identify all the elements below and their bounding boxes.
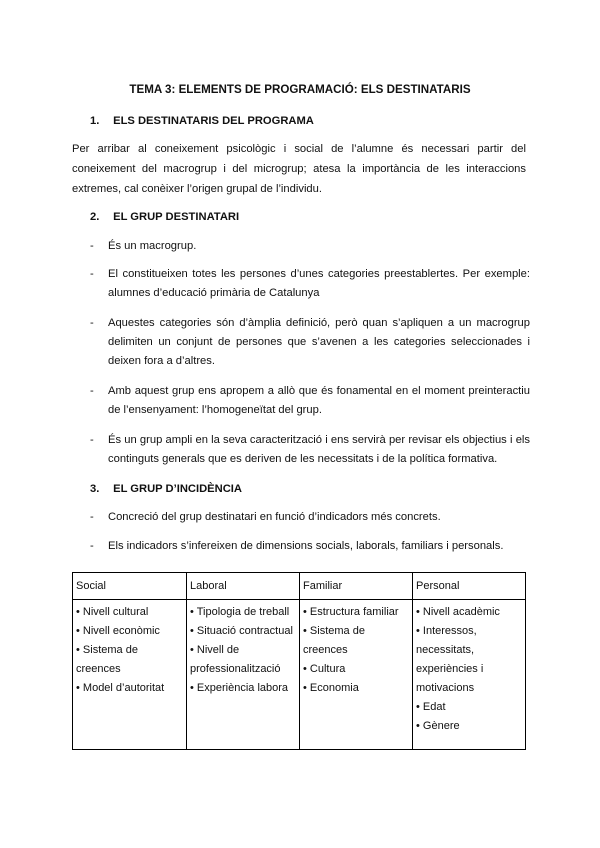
cell-item: • Sistema de creences (303, 625, 365, 656)
bullet-dash: - (90, 240, 94, 252)
list-item (90, 431, 530, 469)
cell-item: • Gènere (416, 720, 460, 732)
list-item-text: Concreció del grup destinatari en funció d’indicadors més concrets. (108, 511, 441, 523)
table-header-cell: Social (73, 573, 187, 600)
list-item (90, 537, 530, 556)
cell-item: • Nivell cultural (76, 606, 149, 618)
section-title: EL GRUP D’INCIDÈNCIA (113, 483, 242, 495)
section-number: 3. (90, 483, 100, 495)
page-title: TEMA 3: ELEMENTS DE PROGRAMACIÓ: ELS DESTINATARIS (129, 83, 471, 96)
section-heading-3 (90, 480, 242, 499)
cell-item: • Nivell econòmic (76, 625, 160, 637)
section-title: EL GRUP DESTINATARI (113, 211, 240, 223)
list-item (90, 314, 530, 371)
list-item-text: Amb aquest grup ens apropem a allò que és fonamental en el moment preinteractiu de l’ensenyament: l’homogeneïtat del grup. (108, 385, 530, 416)
table-cell-personal (413, 600, 526, 750)
list-item-text: Aquestes categories són d’àmplia definició, però quan s’apliquen a un macrogrup delimiten un conjunt de persones que s’avenen a les categories seleccionades i deixen fora a d’altres. (108, 317, 530, 367)
list-item (90, 382, 530, 420)
bullet-dash: - (90, 385, 94, 397)
cell-item: • Nivell acadèmic (416, 606, 500, 618)
bullet-dash: - (90, 511, 94, 523)
list-item-text: Els indicadors s’infereixen de dimensions socials, laborals, familiars i personals. (108, 540, 504, 552)
list-item-text: És un macrogrup. (108, 240, 197, 252)
list-item-text: El constitueixen totes les persones d’unes categories preestablertes. Per exemple: alumnes d’educació primària de Catalunya (108, 268, 530, 299)
cell-item: • Sistema de creences (76, 644, 138, 675)
cell-item: • Cultura (303, 663, 346, 675)
list-item (90, 237, 530, 256)
section-title: ELS DESTINATARIS DEL PROGRAMA (113, 115, 314, 127)
list-item (90, 265, 530, 303)
section-number: 1. (90, 115, 100, 127)
bullet-dash: - (90, 434, 94, 446)
cell-item: • Tipologia de treball (190, 606, 290, 618)
table-cell-social (73, 600, 187, 750)
cell-item: • Nivell de professionalització (190, 644, 281, 675)
cell-item: • Edat (416, 701, 446, 713)
cell-item: • Interessos, necessitats, experiències i motivacions (416, 625, 484, 694)
cell-item: • Situació contractual (190, 625, 293, 637)
bullet-dash: - (90, 540, 94, 552)
table-cell-laboral (187, 600, 300, 750)
cell-item: • Economia (303, 682, 359, 694)
indicators-table (72, 572, 526, 750)
cell-item: • Experiència labora (190, 682, 289, 694)
table-header-cell: Laboral (187, 573, 300, 600)
table-header-cell: Personal (413, 573, 526, 600)
section-heading-2 (90, 208, 239, 227)
table-row (73, 600, 526, 750)
cell-item: • Estructura familiar (303, 606, 399, 618)
table-header-cell: Familiar (300, 573, 413, 600)
bullet-dash: - (90, 317, 94, 329)
bullet-dash: - (90, 268, 94, 280)
section-number: 2. (90, 211, 100, 223)
section-paragraph: Per arribar al coneixement psicològic i social de l’alumne és necessari partir del coneixement del macrogrup i del microgrup; atesa la importància de les interaccions extremes, cal conèixer l’origen grupal de l’individu. (72, 143, 526, 195)
list-item-text: És un grup ampli en la seva caracterització i ens servirà per revisar els objectius i els continguts generals que es deriven de les necessitats i de la política formativa. (108, 434, 530, 465)
list-item (90, 508, 530, 527)
cell-item: • Model d’autoritat (76, 682, 165, 694)
section-heading-1 (90, 112, 314, 131)
table-header-row (73, 573, 526, 600)
table-cell-familiar (300, 600, 413, 750)
